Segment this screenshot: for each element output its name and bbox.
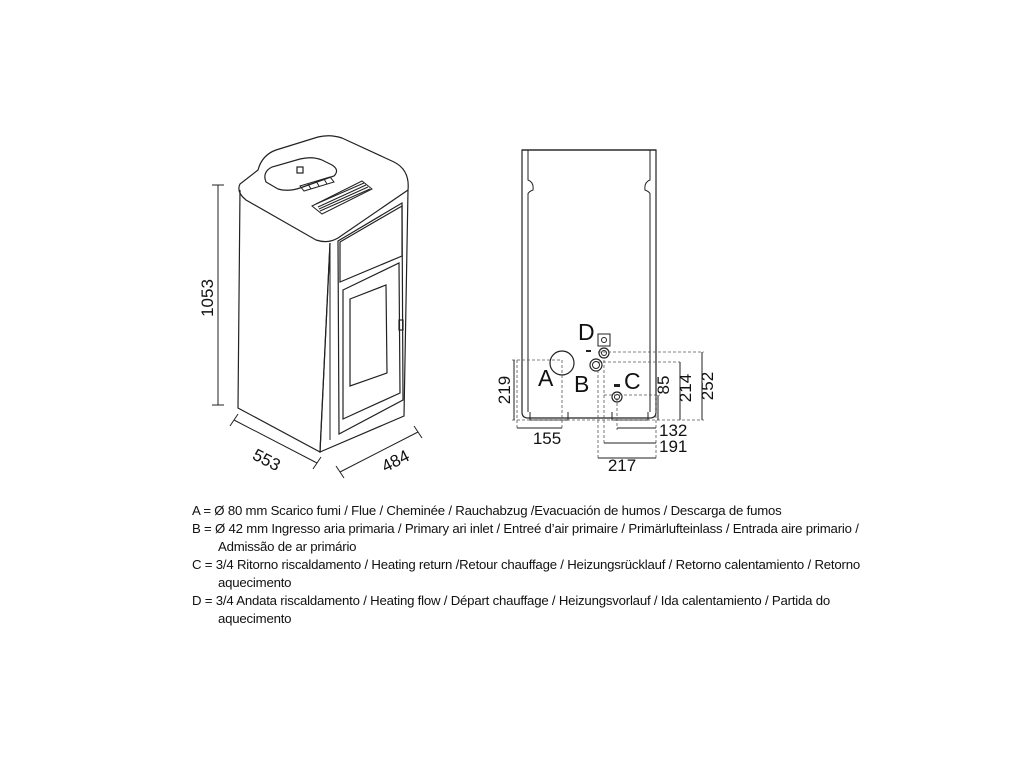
label-d: D <box>578 319 595 345</box>
stove-perspective-view <box>238 136 408 452</box>
stove-left-side <box>238 190 330 452</box>
b-height-label: 214 <box>676 373 695 403</box>
depth-dim-label: 484 <box>378 446 413 477</box>
legend-item-d: D = 3/4 Andata riscaldamento / Heating flow / Départ chauffage / Heizungsvorlauf / Ida calentamiento / Partida do aquecimento <box>192 593 831 626</box>
rear-right-foot <box>612 412 648 420</box>
d-distance-label: 217 <box>607 456 637 475</box>
height-dim-label: 1053 <box>198 279 217 317</box>
label-c: C <box>624 368 641 394</box>
door-glass <box>343 263 400 419</box>
legend-item-c: C = 3/4 Ritorno riscaldamento / Heating return /Retour chauffage / Heizungsrücklauf / Retorno calentamiento / Retorno aquecimento <box>192 557 860 590</box>
stove-front-side <box>320 190 408 452</box>
width-dim-label: 553 <box>249 445 284 476</box>
connections-legend <box>192 502 892 628</box>
legend-item-a: A = Ø 80 mm Scarico fumi / Flue / Cheminée / Rauchabzug /Evacuación de humos / Descarga de fumos <box>192 503 782 518</box>
glass-inner <box>350 285 387 386</box>
a-distance-label: 155 <box>532 429 562 448</box>
heating-flow-d <box>599 348 609 358</box>
legend-item-b: B = Ø 42 mm Ingresso aria primaria / Primary ari inlet / Entreé d’air primaire / Primärlufteinlass / Entrada aire primario / Admissão de ar primário <box>192 521 859 554</box>
hopper-panel <box>340 206 402 282</box>
label-a: A <box>538 365 554 391</box>
stove-top-surface <box>239 136 408 242</box>
label-b: B <box>574 371 590 397</box>
control-keys <box>300 177 334 191</box>
top-button <box>297 167 303 173</box>
c-height-label: 85 <box>654 375 673 395</box>
depth-dimension <box>336 426 422 478</box>
air-inlet-b <box>590 359 602 371</box>
c-distance-label: 132 <box>659 421 688 440</box>
b-distance-label: 191 <box>659 437 688 456</box>
d-height-label: 252 <box>698 371 717 401</box>
a-height-label: 219 <box>495 375 514 405</box>
